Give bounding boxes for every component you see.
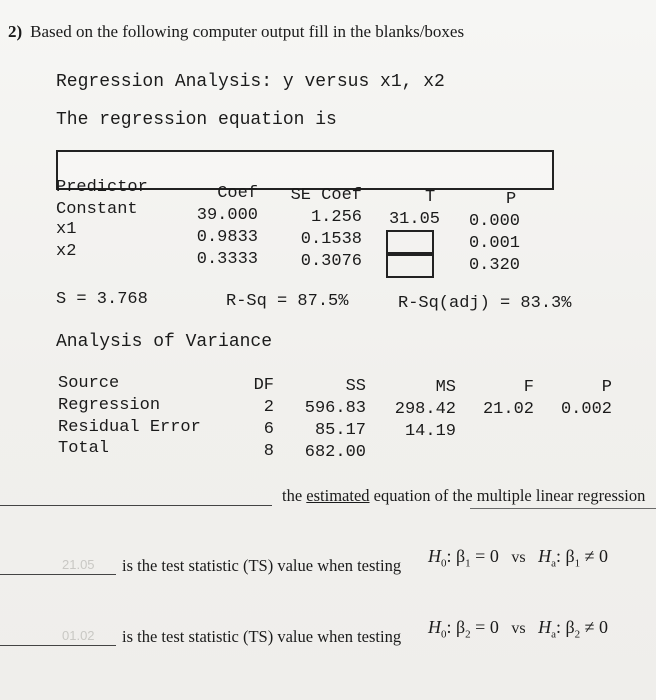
h0-beta-subscript: 2 — [465, 628, 471, 641]
h0-subscript: 0 — [441, 628, 447, 641]
coef-row-p: 0.001 — [468, 234, 520, 253]
anova-row-source: Regression — [58, 396, 161, 415]
output-title: Regression Analysis: y versus x1, x2 — [56, 72, 445, 92]
ha-beta-subscript: 1 — [574, 557, 581, 570]
h0-subscript: 0 — [441, 557, 447, 570]
answer-2-text: is the test statistic (TS) value when testing — [122, 556, 402, 575]
coef-row-coef: 0.3333 — [196, 250, 258, 269]
ha-subscript: a — [551, 557, 556, 570]
coef-header-coef: Coef — [217, 184, 258, 203]
anova-row-ss: 682.00 — [304, 443, 366, 462]
anova-heading: Analysis of Variance — [56, 332, 273, 352]
vs-label: vs — [511, 549, 526, 566]
answer-3-text: is the test statistic (TS) value when testing — [122, 627, 402, 646]
coef-row-se: 0.3076 — [300, 252, 362, 271]
coef-row-t: 31.05 — [388, 210, 440, 229]
h0-beta-subscript: 1 — [465, 557, 471, 570]
anova-row-ms: 298.42 — [394, 400, 456, 419]
r-squared: R-Sq = 87.5% — [226, 292, 349, 311]
vs-label: vs — [511, 620, 526, 637]
ha-symbol: H — [538, 546, 552, 566]
h0-symbol: H — [428, 617, 441, 637]
answer-1-text — [282, 486, 645, 506]
answer-blank-3-faint-mark: 01.02 — [62, 628, 95, 643]
anova-header-df: DF — [253, 376, 274, 395]
coef-row-predictor: x2 — [56, 242, 77, 261]
h0-beta: : β — [446, 617, 466, 637]
anova-row-source: Total — [58, 439, 110, 458]
answer-blank-1[interactable] — [0, 505, 272, 506]
ha-subscript: a — [551, 628, 556, 641]
anova-row-ss: 596.83 — [304, 399, 366, 418]
anova-row-f: 21.02 — [482, 400, 534, 419]
coef-row-se: 1.256 — [310, 208, 362, 227]
anova-row-ss: 85.17 — [314, 421, 366, 440]
equation-heading: The regression equation is — [56, 110, 337, 130]
h0-beta: : β — [446, 546, 466, 566]
ha-beta: : β — [555, 546, 575, 566]
anova-header-ss: SS — [345, 377, 366, 396]
question-header — [8, 22, 464, 42]
r-squared-adjusted: R-Sq(adj) = 83.3% — [398, 294, 572, 313]
coef-header-predictor: Predictor — [56, 178, 148, 197]
answer-3-hypothesis — [428, 617, 608, 641]
t-stat-x2-answer-box[interactable] — [386, 254, 434, 278]
ha-beta-subscript: 2 — [574, 628, 581, 641]
coef-row-predictor: x1 — [56, 220, 77, 239]
coef-row-p: 0.000 — [468, 212, 520, 231]
answer-1-pre: the — [282, 486, 307, 505]
anova-row-p: 0.002 — [560, 400, 612, 419]
ha-symbol: H — [538, 617, 552, 637]
coef-row-se: 0.1538 — [300, 230, 362, 249]
coef-header-p: P — [506, 190, 517, 209]
anova-header-source: Source — [58, 374, 120, 393]
answer-blank-2[interactable] — [0, 574, 116, 575]
h0-symbol: H — [428, 546, 441, 566]
h0-equality: = 0 — [470, 617, 499, 637]
anova-header-f: F — [523, 378, 534, 397]
coef-row-coef: 39.000 — [196, 206, 258, 225]
h0-equality: = 0 — [470, 546, 499, 566]
answer-blank-3[interactable] — [0, 645, 116, 646]
answer-blank-2-faint-mark: 21.05 — [62, 557, 95, 572]
ha-inequality: ≠ 0 — [580, 546, 609, 566]
coef-row-coef: 0.9833 — [196, 228, 258, 247]
anova-row-df: 8 — [263, 442, 274, 461]
coef-header-se: SE Coef — [290, 186, 362, 205]
std-error-s: S = 3.768 — [56, 290, 148, 309]
anova-header-p: P — [601, 378, 612, 397]
anova-row-source: Residual Error — [58, 418, 201, 437]
answer-1-post: equation of the multiple linear regression — [369, 486, 646, 505]
coef-row-predictor: Constant — [56, 200, 138, 219]
coef-row-p: 0.320 — [468, 256, 520, 275]
question-text: Based on the following computer output fill in the blanks/boxes — [30, 22, 465, 41]
t-stat-x1-answer-box[interactable] — [386, 230, 434, 254]
anova-row-df: 6 — [263, 420, 274, 439]
coef-header-t: T — [425, 188, 436, 207]
ha-inequality: ≠ 0 — [580, 617, 609, 637]
anova-header-ms: MS — [435, 378, 456, 397]
anova-row-ms: 14.19 — [404, 422, 456, 441]
answer-2-hypothesis — [428, 546, 608, 570]
anova-row-df: 2 — [263, 398, 274, 417]
question-number: 2) — [8, 22, 23, 41]
answer-1-underline — [470, 508, 656, 509]
ha-beta: : β — [555, 617, 575, 637]
answer-1-underlined-word: estimated — [306, 486, 370, 505]
